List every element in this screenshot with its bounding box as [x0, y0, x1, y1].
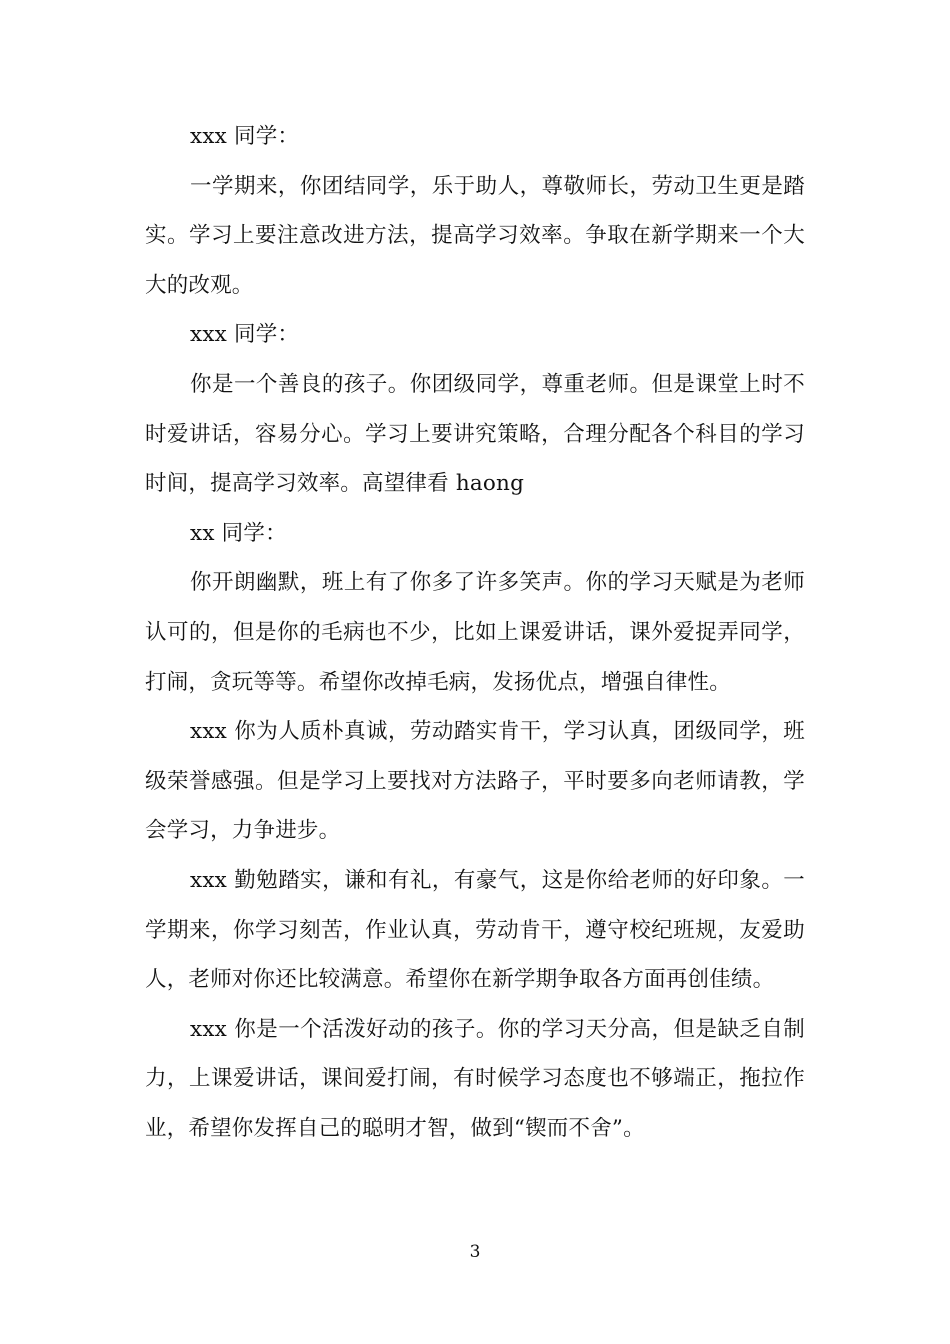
paragraph-comment-4: xxx 你为人质朴真诚，劳动踏实肯干，学习认真，团级同学，班级荣誉感强。但是学习上要找对方法路子，平时要多向老师请教，学会学习，力争进步。 — [145, 719, 805, 844]
page-number: 3 — [469, 1242, 481, 1262]
paragraph-comment-1: 一学期来，你团结同学，乐于助人，尊敬师长，劳动卫生更是踏实。学习上要注意改进方法，提高学习效率。争取在新学期来一个大大的改观。 — [145, 173, 805, 298]
paragraph-comment-6: xxx 你是一个活泼好动的孩子。你的学习天分高，但是缺乏自制力，上课爱讲话，课间爱打闹，有时候学习态度也不够端正，拖拉作业，希望你发挥自己的聪明才智，做到“锲而不舍”。 — [145, 1016, 805, 1141]
paragraph-comment-3: 你开朗幽默，班上有了你多了许多笑声。你的学习天赋是为老师认可的，但是你的毛病也不少，比如上课爱讲话，课外爱捉弄同学，打闹，贪玩等等。希望你改掉毛病，发扬优点，增强自律性。 — [145, 570, 805, 695]
paragraph-comment-2: 你是一个善良的孩子。你团级同学，尊重老师。但是课堂上时不时爱讲话，容易分心。学习上要讲究策略，合理分配各个科目的学习时间，提高学习效率。高望律看 haong — [145, 371, 805, 497]
paragraph-greeting-3: xx 同学： — [190, 520, 287, 546]
paragraph-comment-5: xxx 勤勉踏实，谦和有礼，有豪气，这是你给老师的好印象。一学期来，你学习刻苦，作业认真，劳动肯干，遵守校纪班规，友爱助人，老师对你还比较满意。希望你在新学期争取各方面再创佳绩。 — [145, 867, 805, 993]
paragraph-greeting-2: xxx 同学： — [190, 322, 300, 348]
document-body — [145, 112, 805, 1153]
paragraph-greeting-1: xxx 同学： — [190, 124, 300, 149]
